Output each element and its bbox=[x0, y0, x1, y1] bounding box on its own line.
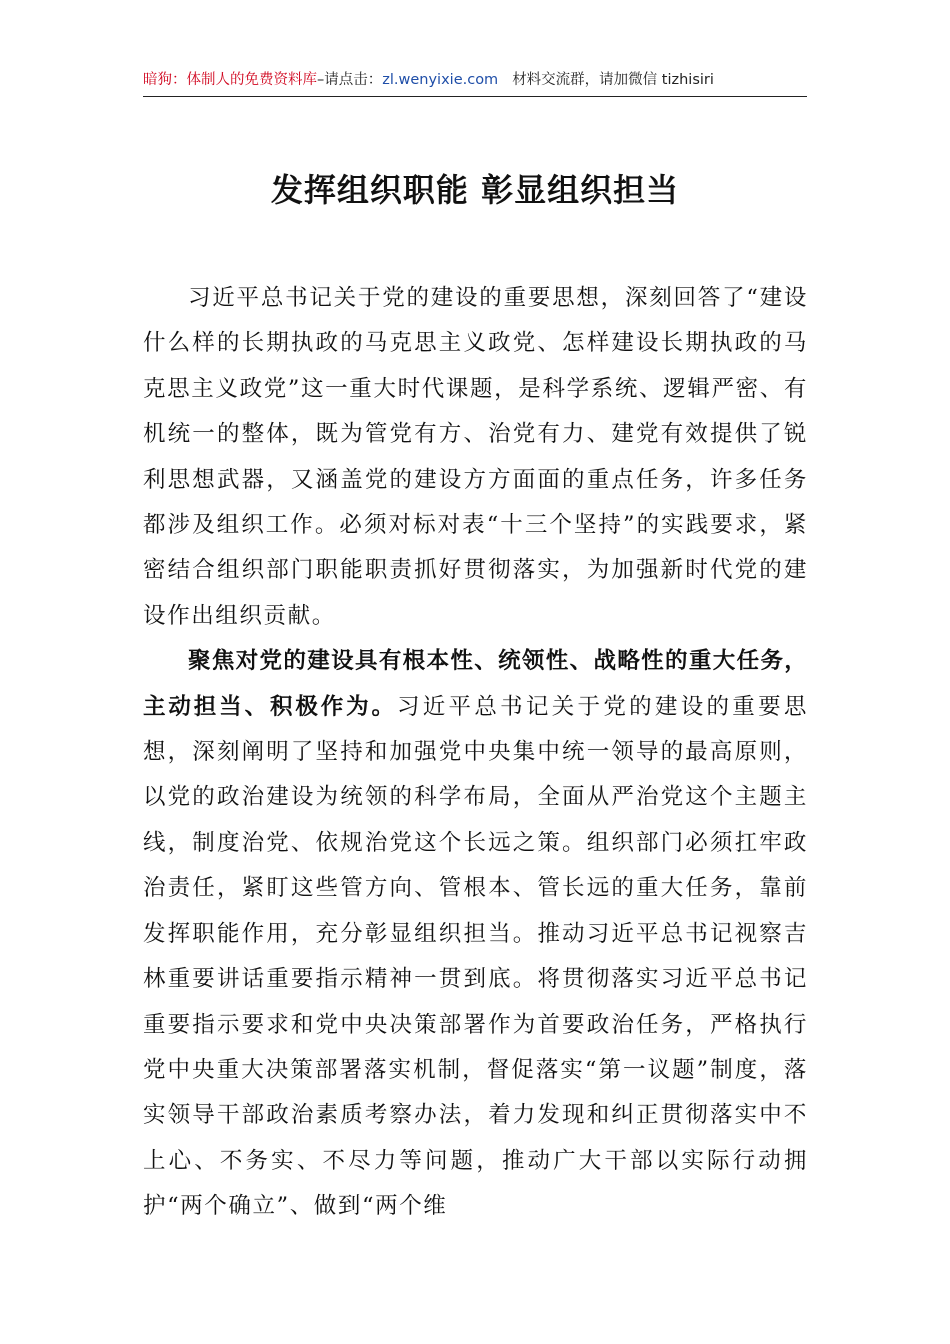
document-body bbox=[143, 276, 808, 1230]
paragraph-focus bbox=[143, 639, 808, 1229]
document-title: 发挥组织职能 彰显组织担当 bbox=[270, 171, 680, 209]
header-contact: 材料交流群，请加微信 tizhisiri bbox=[512, 72, 714, 88]
paragraph-focus-text: 习近平总书记关于党的建设的重要思想，深刻阐明了坚持和加强党中央集中统一领导的最高原则，以党的政治建设为统领的科学布局，全面从严治党这个主题主线，制度治党、依规治党这个长远之策。组织部门必须扛牢政治责任，紧盯这些管方向、管根本、管长远的重大任务，靠前发挥职能作用，充分彰显组织担当。推动习近平总书记视察吉林重要讲话重要指示精神一贯到底。将贯彻落实习近平总书记重要指示要求和党中央决策部署作为首要政治任务，严格执行党中央重大决策部署落实机制，督促落实“第一议题”制度，落实领导干部政治素质考察办法，着力发现和纠正贯彻落实中不上心、不务实、不尽力等问题，推动广大干部以实际行动拥护“两个确立”、做到“两个维 bbox=[143, 693, 808, 1220]
header-url-link[interactable]: zl.wenyixie.com bbox=[382, 72, 499, 88]
paragraph-focus-lead: 聚焦对党的建设具有根本性、统领性、战略性的重大任务，主动担当、积极作为。 bbox=[143, 648, 808, 720]
paragraph-intro-text: 习近平总书记关于党的建设的重要思想，深刻回答了“建设什么样的长期执政的马克思主义政党、怎样建设长期执政的马克思主义政党”这一重大时代课题，是科学系统、逻辑严密、有机统一的整体，既为管党有方、治党有力、建党有效提供了锐利思想武器，又涵盖党的建设方方面面的重点任务，许多任务都涉及组织工作。必须对标对表“十三个坚持”的实践要求，紧密结合组织部门职能职责抓好贯彻落实，为加强新时代党的建设作出组织贡献。 bbox=[143, 285, 808, 629]
page-header bbox=[143, 66, 807, 97]
paragraph-intro bbox=[143, 276, 808, 639]
header-click-prompt: –请点击： bbox=[317, 72, 383, 88]
header-brand: 暗狗：体制人的免费资料库 bbox=[143, 72, 317, 88]
